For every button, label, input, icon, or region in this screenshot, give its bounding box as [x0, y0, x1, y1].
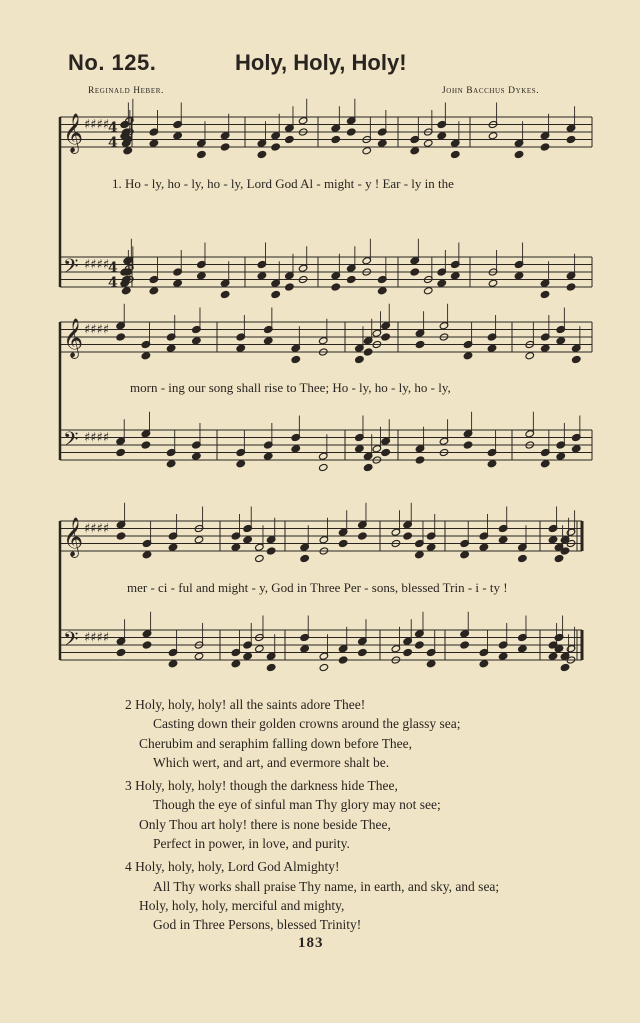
note-head: [548, 536, 558, 544]
bass-clef-icon: 𝄢: [63, 627, 79, 656]
note-head: [554, 554, 564, 562]
note-head: [173, 132, 183, 140]
treble-clef-icon: 𝄞: [63, 517, 84, 557]
note-head: [331, 135, 341, 143]
note-head: [257, 150, 267, 158]
note-head: [285, 135, 295, 143]
verse-line: Only Thou art holy! there is none beside Thee,: [139, 816, 391, 832]
note-head: [377, 287, 387, 295]
note-head: [142, 551, 152, 559]
note-head: [498, 536, 508, 544]
note-head: [518, 645, 528, 653]
verse-line: Casting down their golden crowns around the glassy sea;: [153, 716, 461, 732]
note-head: [120, 279, 130, 287]
note-head: [355, 445, 365, 453]
note-head: [377, 139, 387, 147]
verse-2: [125, 695, 499, 772]
note-head: [415, 551, 425, 559]
note-head: [236, 344, 246, 352]
note-head: [271, 290, 281, 298]
verses-block: [125, 695, 499, 939]
note-head: [426, 660, 436, 668]
note-head: [263, 337, 273, 345]
note-head: [358, 532, 368, 540]
bass-clef-icon: 𝄢: [63, 427, 79, 456]
music-credit: John Bacchus Dykes.: [442, 86, 540, 96]
verse-line: 2 Holy, holy, holy! all the saints adore Thee!: [125, 697, 366, 712]
note-head: [338, 656, 348, 664]
note-head: [255, 645, 265, 653]
verse-line: 3 Holy, holy, holy! though the darkness hide Thee,: [125, 778, 398, 794]
note-head: [358, 648, 368, 656]
note-head: [141, 352, 151, 360]
hymn-number: No. 125.: [68, 50, 157, 75]
note-head: [257, 272, 267, 280]
note-head: [525, 352, 535, 360]
note-head: [463, 352, 473, 360]
note-head: [566, 135, 576, 143]
key-signature-icon: ♯♯♯♯: [84, 257, 110, 273]
note-head: [168, 660, 178, 668]
note-head: [266, 663, 276, 671]
note-head: [149, 139, 159, 147]
note-head: [381, 448, 391, 456]
note-head: [220, 143, 230, 151]
verse-line: Perfect in power, in love, and purity.: [153, 836, 350, 852]
note-head: [487, 344, 497, 352]
key-signature-icon: ♯♯♯♯: [84, 322, 110, 338]
note-head: [123, 147, 133, 155]
hymn-title: Holy, Holy, Holy!: [235, 50, 407, 75]
words-credit: Reginald Heber.: [88, 86, 164, 96]
note-head: [487, 460, 497, 468]
note-head: [168, 543, 178, 551]
note-head: [149, 287, 159, 295]
time-signature-icon: 4: [108, 260, 118, 276]
note-head: [300, 645, 310, 653]
treble-clef-icon: 𝄞: [63, 113, 84, 153]
note-head: [498, 652, 508, 660]
note-head: [194, 536, 204, 544]
note-head: [142, 641, 152, 649]
note-head: [121, 287, 131, 295]
verse-line: Which wert, and art, and evermore shalt be.: [153, 754, 390, 770]
page-number: 183: [298, 935, 324, 951]
note-head: [291, 355, 301, 363]
note-head: [231, 543, 241, 551]
note-head: [236, 460, 246, 468]
note-head: [410, 268, 420, 276]
note-head: [355, 355, 365, 363]
time-signature-icon: 4: [108, 275, 118, 291]
note-head: [116, 333, 126, 341]
note-head: [121, 139, 131, 147]
note-head: [243, 652, 253, 660]
note-head: [116, 648, 126, 656]
note-head: [560, 663, 570, 671]
note-head: [220, 290, 230, 298]
note-head: [346, 128, 356, 136]
time-signature-icon: 4: [108, 135, 118, 151]
note-head: [285, 283, 295, 291]
note-head: [415, 340, 425, 348]
note-head: [173, 279, 183, 287]
note-head: [479, 660, 489, 668]
note-head: [166, 344, 176, 352]
treble-clef-icon: 𝄞: [63, 318, 84, 358]
note-head: [426, 543, 436, 551]
note-head: [540, 460, 550, 468]
note-head: [540, 344, 550, 352]
verse-line: Holy, holy, holy, merciful and mighty,: [139, 897, 345, 913]
note-head: [488, 279, 498, 287]
note-head: [141, 441, 151, 449]
note-head: [263, 452, 273, 460]
note-head: [548, 652, 558, 660]
note-head: [566, 283, 576, 291]
note-head: [450, 150, 460, 158]
note-head: [437, 279, 447, 287]
note-head: [197, 272, 207, 280]
note-head: [346, 275, 356, 283]
note-head: [463, 441, 473, 449]
note-head: [331, 283, 341, 291]
verse-line: Cherubim and seraphim falling down before Thee,: [139, 735, 413, 751]
note-head: [556, 452, 566, 460]
note-head: [518, 554, 528, 562]
note-head: [300, 554, 310, 562]
lyrics-line-3: mer - ci - ful and might - y, God in Three Per - sons, blessed Trin - i - ty !: [127, 580, 508, 595]
note-head: [116, 448, 126, 456]
note-head: [460, 641, 470, 649]
note-head: [450, 272, 460, 280]
note-head: [423, 139, 433, 147]
note-head: [403, 648, 413, 656]
note-head: [318, 463, 328, 471]
key-signature-icon: ♯♯♯♯: [84, 117, 110, 133]
note-head: [243, 536, 253, 544]
note-head: [437, 132, 447, 140]
note-head: [363, 463, 373, 471]
note-head: [194, 652, 204, 660]
note-head: [460, 551, 470, 559]
note-head: [415, 456, 425, 464]
note-head: [255, 554, 265, 562]
note-head: [571, 355, 581, 363]
note-head: [556, 337, 566, 345]
note-head: [363, 348, 373, 356]
note-head: [338, 539, 348, 547]
note-head: [415, 641, 425, 649]
verse-line: God in Three Persons, blessed Trinity!: [153, 917, 362, 933]
note-head: [571, 445, 581, 453]
note-head: [514, 272, 524, 280]
note-head: [403, 532, 413, 540]
verse-4: [125, 857, 499, 934]
key-signature-icon: ♯♯♯♯: [84, 521, 110, 537]
note-head: [362, 147, 372, 155]
key-signature-icon: ♯♯♯♯: [84, 430, 110, 446]
note-head: [540, 290, 550, 298]
note-head: [479, 543, 489, 551]
verse-line: All Thy works shall praise Thy name, in earth, and sky, and sea;: [153, 878, 500, 894]
note-head: [271, 143, 281, 151]
note-head: [231, 660, 241, 668]
verse-3: [125, 776, 499, 853]
note-head: [410, 147, 420, 155]
time-signature-icon: 4: [108, 120, 118, 136]
note-head: [197, 150, 207, 158]
verse-line: Though the eye of sinful man Thy glory may not see;: [153, 797, 441, 813]
note-head: [381, 333, 391, 341]
lyrics-line-2: morn - ing our song shall rise to Thee; Ho - ly, ho - ly, ho - ly,: [130, 380, 451, 395]
note-head: [488, 132, 498, 140]
note-head: [423, 287, 433, 295]
lyrics-line-1: 1. Ho - ly, ho - ly, ho - ly, Lord God Al - might - y ! Ear - ly in the: [112, 176, 454, 191]
note-head: [192, 337, 202, 345]
note-head: [540, 143, 550, 151]
note-head: [166, 460, 176, 468]
bass-clef-icon: 𝄢: [63, 254, 79, 283]
note-head: [291, 445, 301, 453]
key-signature-icon: ♯♯♯♯: [84, 630, 110, 646]
note-head: [266, 547, 276, 555]
note-head: [514, 150, 524, 158]
note-head: [319, 663, 329, 671]
note-head: [192, 452, 202, 460]
note-head: [116, 532, 126, 540]
verse-line: 4 Holy, holy, holy, Lord God Almighty!: [125, 859, 340, 875]
